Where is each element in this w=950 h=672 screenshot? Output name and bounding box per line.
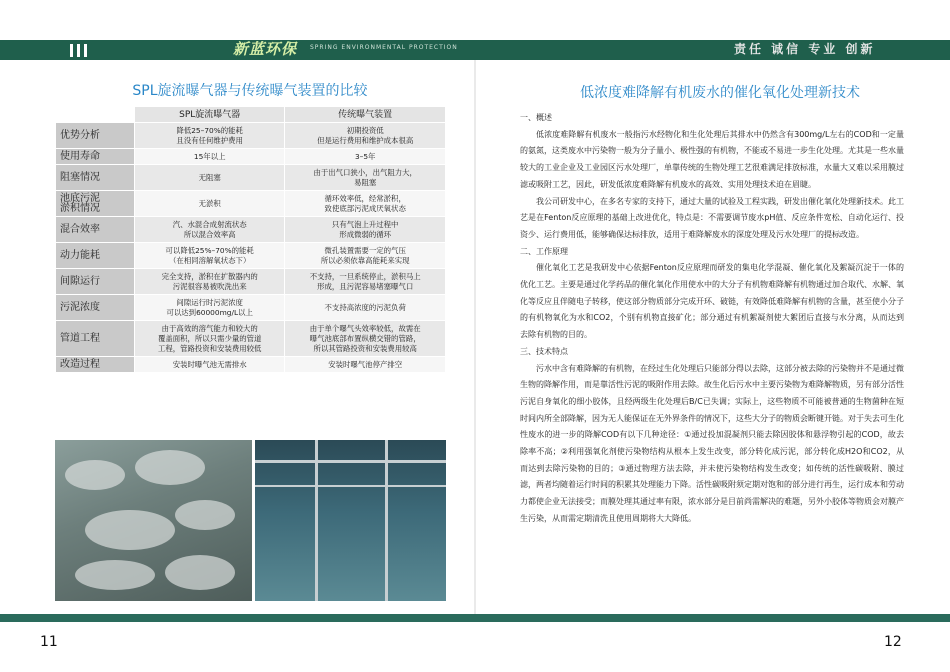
comparison-table: [55, 106, 446, 373]
row-label: 污泥浓度: [56, 295, 135, 321]
aeration-tank-photo: [55, 440, 252, 601]
spl-cell: 无淤积: [135, 191, 285, 217]
page-header: [0, 0, 950, 60]
row-label: 优势分析: [56, 123, 135, 149]
section-paragraph: 污水中含有难降解的有机物，在经过生化处理后只能部分得以去除，这部分被去除的污染物并不是通过微生物的降解作用，而是靠活性污泥的吸附作用去除。故生化后污水中主要污染物为难降解物质，另有部分活性污泥自身氧化的细小胶体，且经两级生化处理后B/C已失调；实际上，这些物质不可能被普通的生物菌种在短时间内所全部降解，因为无人能保证在无外界条件的情况下，这些大分子的物质会断键开链。对于失去可生化性废水的进一步的降解COD有以下几种途径：①通过投加混凝剂只能去除因胶体和悬浮物引起的COD，故去除率不高；②利用强氧化剂使污染物结构从根本上发生改变，部分转化成污泥，部分转化成H2O和CO2，从而达到去除污染物的目的；③通过物理方法去除，并未使污染物结构发生改变；如传统的活性碳吸附、膜过滤，两者均随着运行时间的积累其处理能力下降。活性碳吸附须定期对饱和的部分进行再生，运行成本和劳动力都使企业无法接受；而膜处理其通过率有限，浓水部分是目前尚需解决的难题，另外小胶体等物质会对膜产生污染，从而需定期清洗且使用周期将大大降低。: [520, 363, 904, 523]
right-page-number: 12: [884, 634, 902, 650]
traditional-cell: 安装时曝气池停产排空: [285, 357, 446, 373]
spl-cell: 无阻塞: [135, 165, 285, 191]
table-row: [56, 191, 446, 217]
table-row: [56, 357, 446, 373]
row-label: 间隙运行: [56, 269, 135, 295]
spl-cell: 由于高效的溶气能力和较大的 覆盖面积，所以只需少量的管道 工程，管路投资和安装费用较低: [135, 321, 285, 357]
spl-cell: 安装时曝气池无需排水: [135, 357, 285, 373]
section-paragraph: 我公司研发中心，在多名专家的支持下，通过大量的试验及工程实践，研发出催化氧化处理新技术。此工艺是在Fenton反应原理的基础上改进优化，特点是：不需要调节废水pH值、反应条件宽松、自动化运行、投资少、运行费用低，能够确保达标排放，适用于难降解废水的深度处理及污水处理厂的提标改造。: [520, 196, 904, 239]
spl-cell: 15年以上: [135, 149, 285, 165]
company-logo: 新蓝环保: [233, 40, 298, 58]
treatment-pool-photo: [255, 440, 446, 601]
traditional-cell: 初期投资低 但是运行费用和维护成本很高: [285, 123, 446, 149]
traditional-cell: 由于单个曝气头效率较低，故需在 曝气池底部布置纵横交错的管路， 所以其管路投资和安装费用较高: [285, 321, 446, 357]
spl-cell: 可以降低25%–70%的能耗 （在相同溶解氧状态下）: [135, 243, 285, 269]
section-heading: 三、技术特点: [520, 346, 568, 356]
row-label: 混合效率: [56, 217, 135, 243]
table-header-traditional: 传统曝气装置: [285, 107, 446, 123]
article-body: [520, 110, 904, 528]
table-header-blank: [56, 107, 135, 123]
row-label: 阻塞情况: [56, 165, 135, 191]
header-slogan: 责任 诚信 专业 创新: [734, 42, 876, 56]
photo-strip: [55, 440, 446, 601]
spl-cell: 间隙运行时污泥浓度 可以达到60000mg/L以上: [135, 295, 285, 321]
section-heading: 一、概述: [520, 113, 552, 122]
row-label: 使用寿命: [56, 149, 135, 165]
header-bars-icon: [70, 44, 87, 57]
left-page-title: SPL旋流曝气器与传统曝气装置的比较: [132, 83, 368, 99]
traditional-cell: 由于出气口狭小，出气阻力大， 易阻塞: [285, 165, 446, 191]
traditional-cell: 不支持高浓度的污泥负荷: [285, 295, 446, 321]
section-paragraph: 催化氧化工艺是我研发中心依据Fenton反应原理而研发的集电化学混凝、催化氧化及絮凝沉淀于一体的优化工艺。主要是通过化学药品的催化氧化作用使水中的大分子有机物难降解有机物通过加合取代、水解、氧化等反应且伴随电子转移，使这部分物质部分完成开环、破链，有效降低难降解有机物的含量，甚至使小分子的有机物氧化为水和CO2，个别有机物直接矿化；部分通过有机絮凝剂使大絮团后直接与水分离，从而达到去除有机物的目的。: [520, 263, 904, 340]
page-gutter: [474, 60, 476, 620]
section-heading: 二、工作原理: [520, 246, 568, 256]
table-header-spl: SPL旋流曝气器: [135, 107, 285, 123]
table-header-row: [56, 107, 446, 123]
company-logo-english: SPRING ENVIRONMENTAL PROTECTION: [310, 44, 458, 51]
spl-cell: 汽、水混合成射流状态 所以混合效率高: [135, 217, 285, 243]
row-label: 管道工程: [56, 321, 135, 357]
traditional-cell: 不支持，一旦系统停止，淤积马上 形成，且污泥容易堵塞曝气口: [285, 269, 446, 295]
table-row: [56, 165, 446, 191]
table-row: [56, 269, 446, 295]
table-row: [56, 217, 446, 243]
spl-cell: 完全支持，淤积在扩散器内的 污泥很容易被吹洗出来: [135, 269, 285, 295]
table-row: [56, 295, 446, 321]
table-row: [56, 123, 446, 149]
footer-band: [0, 614, 950, 622]
left-page-number: 11: [40, 634, 58, 650]
section-paragraph: 低浓度难降解有机废水一般指污水经物化和生化处理后其排水中仍然含有300mg/L左右的COD和一定量的氨氮，这类废水中污染物一般为分子量小、极性强的有机物，不能或不易进一步生化处理。尤其是一些水量较大的工业企业及工业园区污水处理厂，单靠传统的生物处理工艺很难满足排放标准，水量大又难以采用膜过滤或吸附工艺，因此，研发低浓度难降解有机废水的高效、实用处理技术迫在眉睫。: [520, 129, 904, 189]
spl-cell: 降低25–70%的能耗 且没有任何维护费用: [135, 123, 285, 149]
row-label: 动力能耗: [56, 243, 135, 269]
row-label: 改造过程: [56, 357, 135, 373]
traditional-cell: 3–5年: [285, 149, 446, 165]
table-row: [56, 243, 446, 269]
traditional-cell: 微孔装置需要一定的气压 所以必须依靠高能耗来实现: [285, 243, 446, 269]
traditional-cell: 只有气泡上升过程中 形成微弱的循环: [285, 217, 446, 243]
row-label: 池底污泥 淤积情况: [56, 191, 135, 217]
table-row: [56, 149, 446, 165]
right-page-title: 低浓度难降解有机废水的催化氧化处理新技术: [580, 85, 860, 101]
table-row: [56, 321, 446, 357]
traditional-cell: 循环效率低，经常淤积， 致使底部污泥成厌氧状态: [285, 191, 446, 217]
